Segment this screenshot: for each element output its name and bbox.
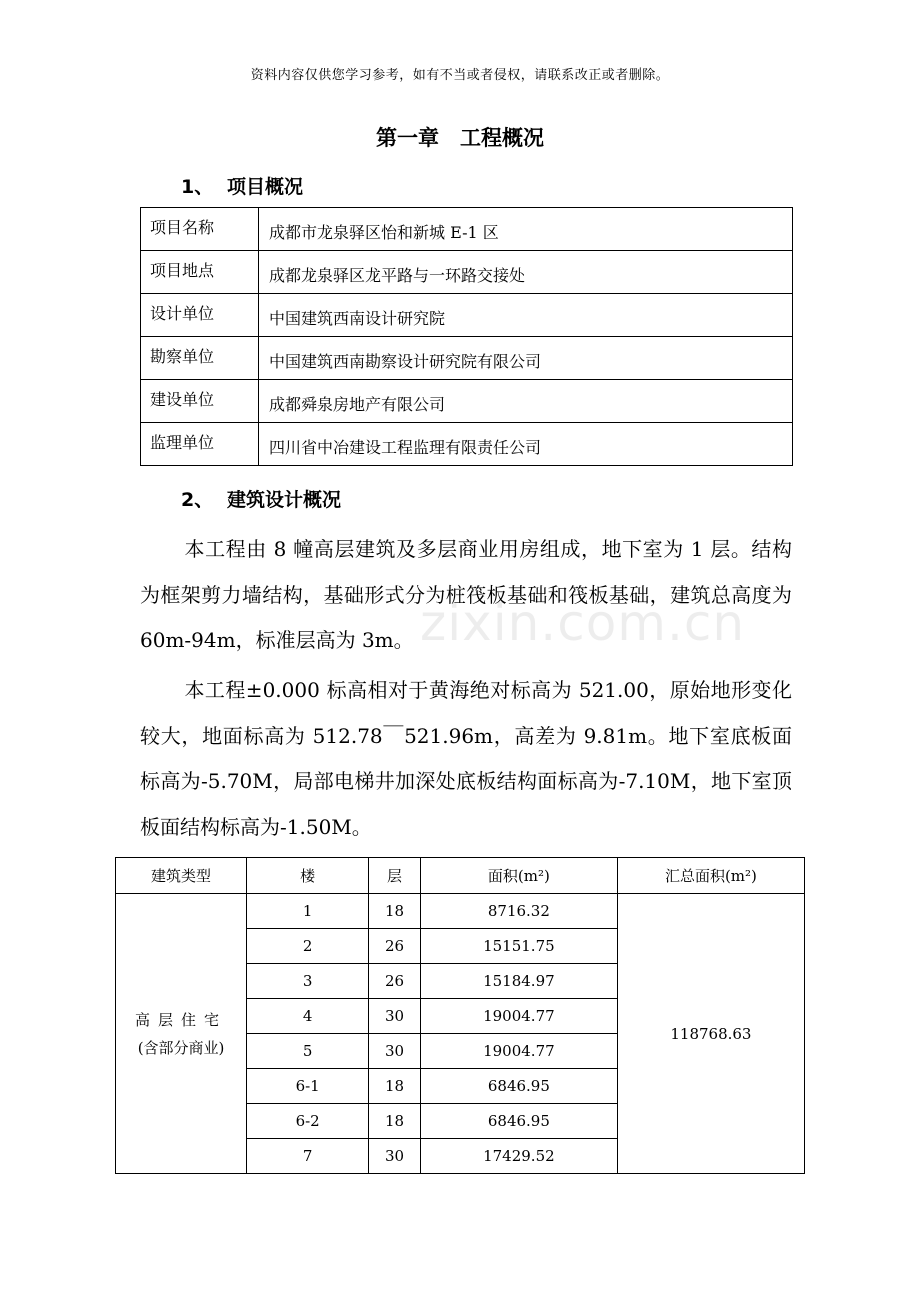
paragraph-text: 本工程±0.000 标高相对于黄海绝对标高为 521.00，原始地形变化较大，地面标高为 512.78￣521.96m，高差为 9.81m。地下室底板面标高为-5.70M，局部电梯井加深处底板结构面标高为-7.10M，地下室顶板面结构标高为-1.50M。 <box>140 678 792 839</box>
disclaimer-note: 资料内容仅供您学习参考，如有不当或者侵权，请联系改正或者删除。 <box>250 68 670 83</box>
cell-area: 15184.97 <box>420 964 617 999</box>
cell-area: 6846.95 <box>420 1069 617 1104</box>
info-value: 成都市龙泉驿区怡和新城 E-1 区 <box>259 208 793 251</box>
cell-building-no: 2 <box>247 929 369 964</box>
header-floors: 层 <box>369 858 421 894</box>
info-row <box>141 423 793 466</box>
chapter-title: 第一章 工程概况 <box>376 126 544 150</box>
info-row <box>141 251 793 294</box>
section-heading-architecture <box>181 485 341 512</box>
building-area-table <box>115 857 805 1174</box>
cell-building-no: 6-1 <box>247 1069 369 1104</box>
header-area: 面积(m²) <box>420 858 617 894</box>
cell-area: 19004.77 <box>420 999 617 1034</box>
info-key: 项目地点 <box>141 251 259 294</box>
header-building-no: 楼 <box>247 858 369 894</box>
cell-floors: 30 <box>369 999 421 1034</box>
watermark: zixin.com.cn <box>420 594 746 652</box>
cell-floors: 26 <box>369 929 421 964</box>
cell-floors: 30 <box>369 1034 421 1069</box>
cell-building-no: 4 <box>247 999 369 1034</box>
paragraph-text: 本工程由 8 幢高层建筑及多层商业用房组成，地下室为 1 层。结构为框架剪力墙结构，基础形式分为桩筏板基础和筏板基础，建筑总高度为 60m-94m，标准层高为 3m。 <box>140 537 792 652</box>
cell-floors: 30 <box>369 1139 421 1174</box>
info-row <box>141 380 793 423</box>
header-building-type: 建筑类型 <box>116 858 247 894</box>
section-title: 项目概况 <box>227 176 304 198</box>
cell-floors: 18 <box>369 894 421 929</box>
paragraph-structure <box>140 527 792 664</box>
table-row <box>116 894 805 929</box>
cell-area: 6846.95 <box>420 1104 617 1139</box>
cell-building-no: 5 <box>247 1034 369 1069</box>
section-number: 2、 <box>181 489 214 511</box>
cell-area: 15151.75 <box>420 929 617 964</box>
cell-building-no: 6-2 <box>247 1104 369 1139</box>
paragraph-elevation <box>140 668 792 850</box>
info-key: 勘察单位 <box>141 337 259 380</box>
section-title: 建筑设计概况 <box>227 489 342 511</box>
cell-building-no: 1 <box>247 894 369 929</box>
building-type-cell <box>116 894 247 1174</box>
cell-floors: 18 <box>369 1069 421 1104</box>
info-value: 成都舜泉房地产有限公司 <box>259 380 793 423</box>
section-heading-project-overview <box>181 172 303 199</box>
cell-building-no: 3 <box>247 964 369 999</box>
info-row <box>141 337 793 380</box>
info-key: 设计单位 <box>141 294 259 337</box>
info-value: 四川省中冶建设工程监理有限责任公司 <box>259 423 793 466</box>
total-area-cell: 118768.63 <box>617 894 804 1174</box>
header-total-area: 汇总面积(m²) <box>617 858 804 894</box>
info-row <box>141 208 793 251</box>
info-value: 中国建筑西南勘察设计研究院有限公司 <box>259 337 793 380</box>
project-info-table <box>140 207 793 466</box>
section-number: 1、 <box>181 176 214 198</box>
info-key: 建设单位 <box>141 380 259 423</box>
building-type-label: 高层住宅 <box>135 1010 228 1029</box>
cell-building-no: 7 <box>247 1139 369 1174</box>
table-header-row <box>116 858 805 894</box>
info-value: 中国建筑西南设计研究院 <box>259 294 793 337</box>
cell-floors: 18 <box>369 1104 421 1139</box>
info-key: 监理单位 <box>141 423 259 466</box>
cell-area: 8716.32 <box>420 894 617 929</box>
cell-area: 19004.77 <box>420 1034 617 1069</box>
cell-floors: 26 <box>369 964 421 999</box>
info-key: 项目名称 <box>141 208 259 251</box>
cell-area: 17429.52 <box>420 1139 617 1174</box>
info-row <box>141 294 793 337</box>
building-type-sublabel: (含部分商业) <box>137 1038 225 1057</box>
info-value: 成都龙泉驿区龙平路与一环路交接处 <box>259 251 793 294</box>
